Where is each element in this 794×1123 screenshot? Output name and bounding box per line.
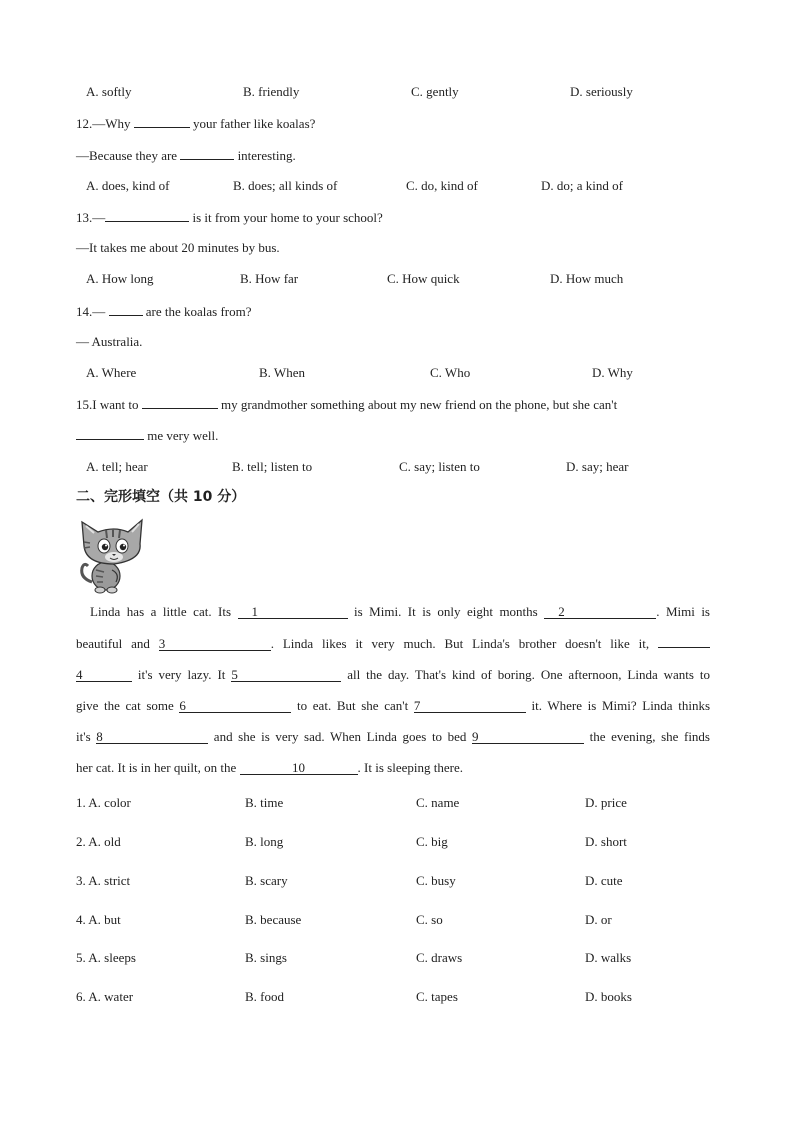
q11-option-b: B. friendly [243, 84, 300, 99]
q12-option-c: C. do, kind of [406, 178, 478, 193]
q14-option-b: B. When [259, 365, 305, 380]
q15-question-cont: me very well. [76, 426, 218, 445]
cloze-4-option-d: D. or [585, 912, 612, 927]
cloze-2-option-d: D. short [585, 834, 627, 849]
cloze-options-5 [76, 949, 716, 967]
cloze-blank-5: 5 [231, 668, 341, 682]
q13-option-a: A. How long [86, 271, 154, 286]
q13-question: 13.— is it from your home to your school? [76, 210, 383, 225]
cloze-options-6 [76, 988, 716, 1006]
q12-blank-1 [134, 114, 190, 128]
cloze-2-option-c: C. big [416, 834, 448, 849]
q13-option-c: C. How quick [387, 271, 460, 286]
cloze-3-option-a: 3. A. strict [76, 873, 131, 888]
cloze-blank-1: 1 [238, 605, 348, 619]
cloze-options-1 [76, 794, 716, 812]
cloze-1-option-d: D. price [585, 795, 627, 810]
cloze-6-option-a: 6. A. water [76, 989, 134, 1004]
cloze-options-3 [76, 872, 716, 890]
q15-option-c: C. say; listen to [399, 459, 480, 474]
cloze-blank-4-start [658, 634, 710, 648]
cloze-blank-10: 10 [240, 761, 358, 775]
cloze-blank-9: 9 [472, 730, 584, 744]
cloze-6-option-b: B. food [245, 989, 284, 1004]
cloze-blank-4: 4 [76, 668, 132, 682]
q14-option-a: A. Where [86, 365, 137, 380]
q12-option-a: A. does, kind of [86, 178, 170, 193]
q14-question: 14.— are the koalas from? [76, 304, 252, 319]
cloze-blank-8: 8 [96, 730, 208, 744]
q11-option-a: A. softly [86, 84, 132, 99]
passage-line-4: give the cat some 6 to eat. But she can't 7 it. Where is Mimi? Linda thinks [76, 698, 710, 713]
cloze-3-option-b: B. scary [245, 873, 288, 888]
q14-option-d: D. Why [592, 365, 633, 380]
cloze-blank-2: 2 [544, 605, 656, 619]
cloze-4-option-b: B. because [245, 912, 302, 927]
passage-line-1: Linda has a little cat. Its 1 is Mimi. It is only eight months 2 . Mimi is [90, 604, 710, 619]
cloze-5-option-c: C. draws [416, 950, 463, 965]
cloze-2-option-b: B. long [245, 834, 284, 849]
cloze-1-option-b: B. time [245, 795, 284, 810]
cloze-5-option-a: 5. A. sleeps [76, 950, 136, 965]
q14-option-c: C. Who [430, 365, 471, 380]
cloze-3-option-c: C. busy [416, 873, 456, 888]
passage-line-2: beautiful and 3 . Linda likes it very much. But Linda's brother doesn't like it, [76, 634, 710, 653]
cloze-blank-6: 6 [179, 699, 291, 713]
q13-option-d: D. How much [550, 271, 624, 286]
section-2-title: 二、完形填空（共 10 分） [76, 489, 246, 505]
q13-option-b: B. How far [240, 271, 299, 286]
cloze-blank-3: 3 [159, 637, 271, 651]
q11-option-c: C. gently [411, 84, 459, 99]
cloze-options-2 [76, 833, 716, 851]
q11-options [76, 83, 716, 101]
cloze-6-option-c: C. tapes [416, 989, 458, 1004]
cloze-4-option-a: 4. A. but [76, 912, 121, 927]
q12-answer-line: —Because they are interesting. [76, 148, 296, 163]
q15-option-b: B. tell; listen to [232, 459, 313, 474]
passage-line-5: it's 8 and she is very sad. When Linda goes to bed 9 the evening, she finds [76, 729, 710, 744]
cloze-4-option-c: C. so [416, 912, 443, 927]
cloze-blank-7: 7 [414, 699, 526, 713]
q14-options [76, 364, 716, 382]
cloze-6-option-d: D. books [585, 989, 632, 1004]
q12-question: 12.—Why your father like koalas? [76, 116, 316, 131]
q12-option-b: B. does; all kinds of [233, 178, 338, 193]
q14-answer-line: — Australia. [76, 334, 143, 349]
q12-option-d: D. do; a kind of [541, 178, 623, 193]
q15-options [76, 458, 716, 476]
cloze-1-option-a: 1. A. color [76, 795, 131, 810]
cat-illustration [76, 512, 148, 594]
cloze-1-option-c: C. name [416, 795, 460, 810]
q13-options [76, 270, 716, 288]
cloze-5-option-b: B. sings [245, 950, 287, 965]
q15-blank-1 [142, 395, 218, 409]
q14-blank [109, 302, 143, 316]
passage-line-6: her cat. It is in her quilt, on the 10 . It is sleeping there. [76, 760, 463, 775]
q13-blank [105, 208, 189, 222]
q15-blank-2 [76, 426, 144, 440]
q12-options [76, 177, 716, 195]
q15-option-a: A. tell; hear [86, 459, 148, 474]
q15-question: 15.I want to my grandmother something about my new friend on the phone, but she can't [76, 397, 618, 412]
q15-option-d: D. say; hear [566, 459, 629, 474]
cloze-5-option-d: D. walks [585, 950, 632, 965]
q11-option-d: D. seriously [570, 84, 633, 99]
q12-blank-2 [180, 146, 234, 160]
cloze-3-option-d: D. cute [585, 873, 623, 888]
cloze-2-option-a: 2. A. old [76, 834, 121, 849]
passage-line-3: 4 it's very lazy. It 5 all the day. That's kind of boring. One afternoon, Linda wants to [76, 667, 711, 682]
q13-answer-line: —It takes me about 20 minutes by bus. [76, 240, 280, 255]
cloze-options-4 [76, 911, 716, 929]
